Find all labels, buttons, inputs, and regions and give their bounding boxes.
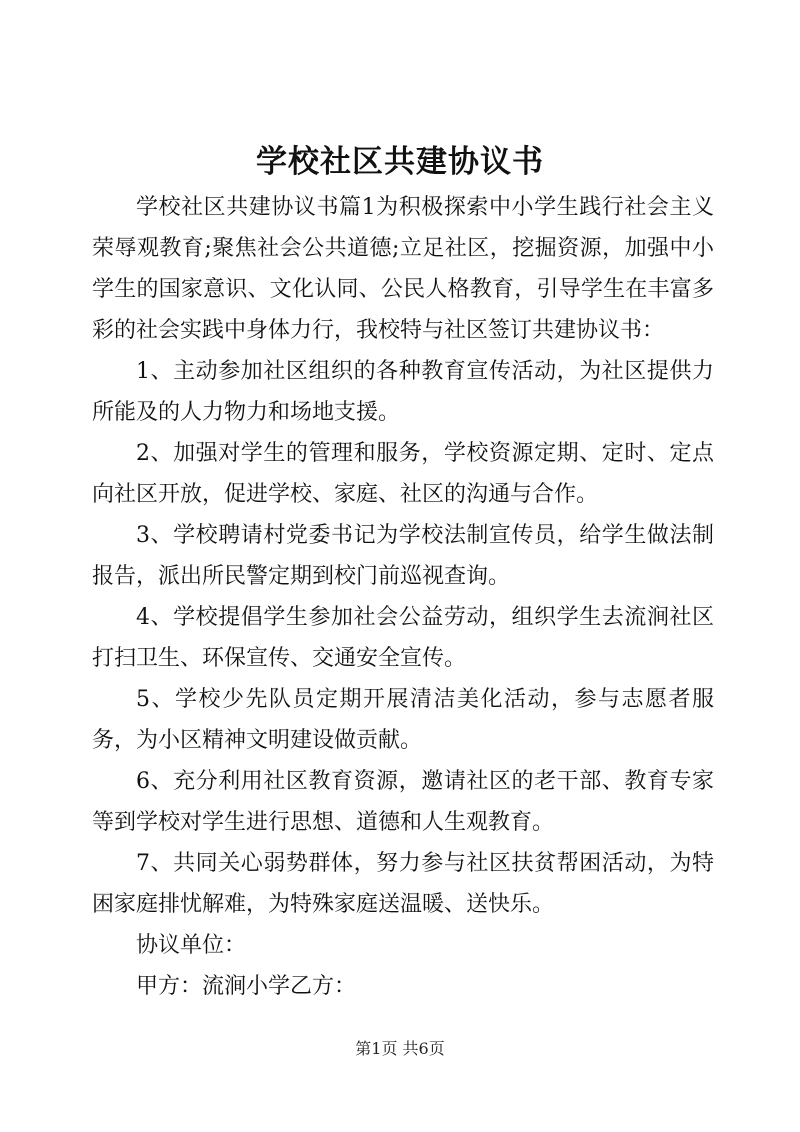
clause-7-paragraph: 7、共同关心弱势群体，努力参与社区扶贫帮困活动，为特困家庭排忧解难，为特殊家庭送温暖、送快乐。 — [92, 851, 714, 917]
clause-3-paragraph: 3、学校聘请村党委书记为学校法制宣传员，给学生做法制报告，派出所民警定期到校门前巡视查询。 — [92, 523, 714, 589]
clause-2-paragraph: 2、加强对学生的管理和服务，学校资源定期、定时、定点向社区开放，促进学校、家庭、社区的沟通与合作。 — [92, 441, 714, 507]
clause-1-paragraph: 1、主动参加社区组织的各种教育宣传活动，为社区提供力所能及的人力物力和场地支援。 — [92, 359, 714, 425]
clause-5-paragraph: 5、学校少先队员定期开展清洁美化活动，参与志愿者服务，为小区精神文明建设做贡献。 — [92, 687, 714, 753]
document-title: 学校社区共建协议书 — [256, 144, 544, 180]
document-body — [92, 187, 714, 1007]
signatory-heading: 协议单位： — [136, 933, 247, 958]
page-footer: 第1页 共6页 — [355, 1039, 445, 1058]
clause-4-paragraph: 4、学校提倡学生参加社会公益劳动，组织学生去流涧社区打扫卫生、环保宣传、交通安全宣传。 — [92, 605, 714, 671]
intro-paragraph: 学校社区共建协议书篇1为积极探索中小学生践行社会主义荣辱观教育;聚焦社会公共道德;立足社区，挖掘资源，加强中小学生的国家意识、文化认同、公民人格教育，引导学生在丰富多彩的社会实践中身体力行，我校特与社区签订共建协议书： — [92, 195, 714, 343]
clause-6-paragraph: 6、充分利用社区教育资源，邀请社区的老干部、教育专家等到学校对学生进行思想、道德和人生观教育。 — [92, 769, 714, 835]
signatory-parties: 甲方：流涧小学乙方： — [136, 974, 357, 999]
